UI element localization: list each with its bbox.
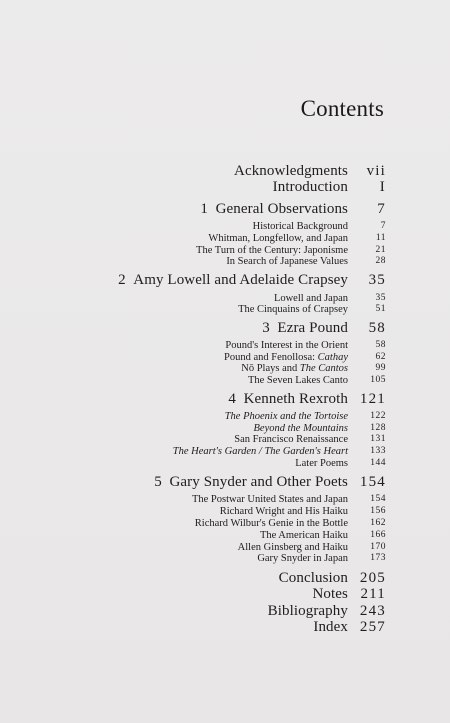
toc-entry-text: 4 Kenneth Rexroth <box>228 391 348 407</box>
toc-entry-label <box>274 293 348 304</box>
toc-entry-text: The American Haiku <box>259 530 348 541</box>
toc-entry-text: 1 General Observations <box>200 201 348 217</box>
toc-entry-label <box>200 201 348 218</box>
toc-page-number: 35 <box>368 272 386 288</box>
toc-entry-label <box>195 518 348 529</box>
toc-entry-text: Gary Snyder in Japan <box>257 553 348 564</box>
toc-entry-label <box>154 474 348 491</box>
toc-entry-label <box>224 352 348 363</box>
toc-page-number: 121 <box>359 391 386 407</box>
toc-entry-label <box>192 494 348 505</box>
toc-page-number: 211 <box>360 586 386 602</box>
toc-entry-italic-title: The Heart's Garden / The Garden's Heart <box>172 446 348 457</box>
toc-page-number: 28 <box>375 256 386 266</box>
toc-entry-text: The Cinquains of Crapsey <box>238 304 348 315</box>
toc-page-number: 58 <box>368 320 386 336</box>
toc-entry-text: San Francisco Renaissance <box>234 434 348 445</box>
toc-entry-text: Index <box>313 619 348 635</box>
toc-page-number: 21 <box>375 245 386 255</box>
toc-entry-label <box>253 221 348 232</box>
toc-entry-text: Introduction <box>272 179 348 195</box>
toc-page-number: 58 <box>375 340 386 350</box>
toc-entry-italic-title: Cathay <box>317 352 348 363</box>
toc-page-number: 173 <box>370 553 386 563</box>
toc-entry-label <box>313 619 348 636</box>
toc-entry-label <box>208 233 348 244</box>
toc-page-number: 128 <box>370 423 386 433</box>
toc-entry-italic-title: The Cantos <box>299 363 348 374</box>
toc-page-number: 11 <box>375 233 386 243</box>
toc-page-number: 62 <box>375 352 386 362</box>
toc-entry-text: Notes <box>312 586 348 602</box>
toc-entry-text: Later Poems <box>295 458 348 469</box>
toc-entry-label <box>313 586 349 603</box>
toc-page-number: 133 <box>370 446 386 456</box>
toc-page-number: 99 <box>375 363 386 373</box>
toc-entry-label <box>234 163 348 180</box>
toc-entry-italic-title: Beyond the Mountains <box>253 423 348 434</box>
toc-page-number: 144 <box>370 458 386 468</box>
toc-entry-label <box>226 256 348 267</box>
toc-entry-label <box>238 304 348 315</box>
toc-page-number: 170 <box>370 542 386 552</box>
toc-page-number: 154 <box>359 474 386 490</box>
toc-entry-label <box>273 179 348 196</box>
toc-entry-label <box>238 542 348 553</box>
toc-page-number: 131 <box>370 434 386 444</box>
toc-entry-label <box>254 423 348 434</box>
toc-page-number: 156 <box>370 506 386 516</box>
toc-page-number: 166 <box>370 530 386 540</box>
toc-entry-text: Nō Plays and <box>241 363 300 374</box>
toc-entry-text: In Search of Japanese Values <box>226 256 348 267</box>
toc-entry-label <box>268 603 348 620</box>
toc-entry-text: Bibliography <box>267 603 348 619</box>
toc-page-number: I <box>379 179 386 195</box>
toc-entry-text: The Seven Lakes Canto <box>247 375 348 386</box>
toc-entry-text: Pound and Fenollosa: <box>224 352 318 363</box>
toc-entry-label <box>225 411 348 422</box>
toc-entry-label <box>279 570 348 587</box>
toc-entry-text: Whitman, Longfellow, and Japan <box>208 233 348 244</box>
toc-entry-text: Allen Ginsberg and Haiku <box>237 542 348 553</box>
toc-entry-label <box>173 446 348 457</box>
toc-entry-label <box>257 553 348 564</box>
toc-entry-label <box>248 375 348 386</box>
toc-entry-text: Acknowledgments <box>234 163 348 179</box>
toc-entry-label <box>295 458 348 469</box>
toc-page-number: 105 <box>370 375 386 385</box>
toc-page-number: 205 <box>359 570 386 586</box>
toc-entry-label <box>225 340 348 351</box>
toc-entry-text: Richard Wilbur's Genie in the Bottle <box>194 518 348 529</box>
toc-entry-text: 2 Amy Lowell and Adelaide Crapsey <box>118 272 348 288</box>
toc-entry-label <box>220 506 348 517</box>
page-title: Contents <box>300 96 384 121</box>
toc-page-number: 257 <box>359 619 386 635</box>
toc-entry-text: The Turn of the Century: Japonisme <box>196 245 348 256</box>
toc-entry-label <box>241 363 348 374</box>
toc-entry-label <box>196 245 348 256</box>
toc-page-number: 51 <box>375 304 386 314</box>
toc-page-number: 243 <box>359 603 386 619</box>
toc-entry-label <box>118 272 348 289</box>
toc-entry-text: 3 Ezra Pound <box>262 320 348 336</box>
toc-page-number: 7 <box>380 221 386 231</box>
toc-entry-italic-title: The Phoenix and the Tortoise <box>224 411 348 422</box>
toc-page-number: 35 <box>375 293 386 303</box>
toc-entry-text: The Postwar United States and Japan <box>191 494 348 505</box>
toc-page-number: 7 <box>377 201 386 217</box>
toc-page-number: 154 <box>370 494 386 504</box>
toc-entry-label <box>234 434 348 445</box>
toc-entry-text: Historical Background <box>252 221 348 232</box>
toc-entry-label <box>262 320 348 337</box>
toc-entry-text: Lowell and Japan <box>273 293 348 304</box>
toc-entry-text: Pound's Interest in the Orient <box>225 340 348 351</box>
toc-entry-label <box>260 530 348 541</box>
toc-page-number: 162 <box>370 518 386 528</box>
toc-page-number: 122 <box>370 411 386 421</box>
toc-entry-text: Conclusion <box>278 570 348 586</box>
toc-entry-text: 5 Gary Snyder and Other Poets <box>154 474 348 490</box>
toc-entry-label <box>228 391 348 408</box>
toc-page-number: vii <box>366 163 386 179</box>
toc-entry-text: Richard Wright and His Haiku <box>219 506 348 517</box>
